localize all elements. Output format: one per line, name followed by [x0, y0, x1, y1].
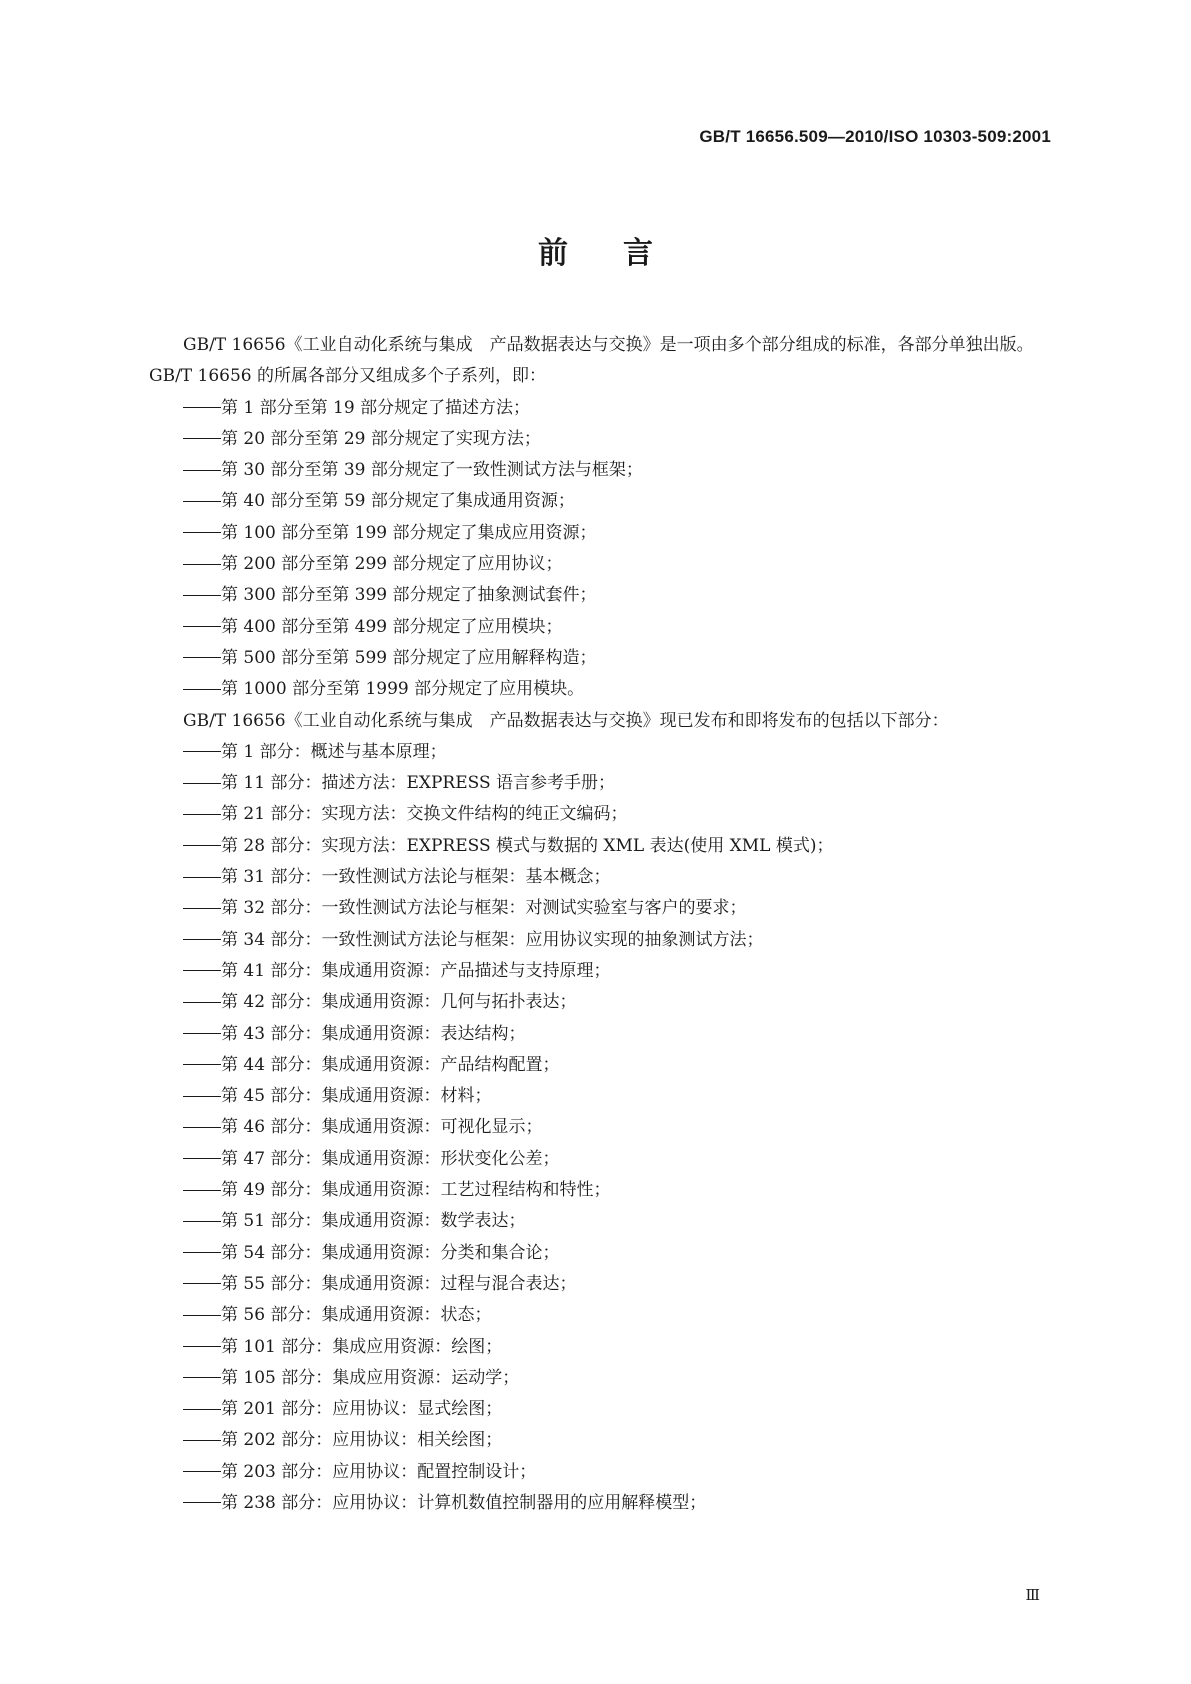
list-item-text: 第 32 部分：一致性测试方法论与框架：对测试实验室与客户的要求；	[221, 898, 747, 919]
list-item-text: 第 43 部分：集成通用资源：表达结构；	[221, 1023, 526, 1044]
list-item-text: 第 55 部分：集成通用资源：过程与混合表达；	[221, 1273, 577, 1294]
list-item-text: 第 49 部分：集成通用资源：工艺过程结构和特性；	[221, 1180, 611, 1201]
list-item	[149, 956, 1069, 987]
list-item-text: 第 54 部分：集成通用资源：分类和集合论；	[221, 1242, 560, 1263]
foreword-body	[149, 330, 1069, 1519]
em-dash-marker	[183, 1440, 221, 1442]
list-item-text: 第 202 部分：应用协议：相关绘图；	[221, 1430, 503, 1451]
list-item-text: 第 201 部分：应用协议：显式绘图；	[221, 1399, 503, 1420]
list-item	[149, 1175, 1069, 1206]
list-item	[149, 1425, 1069, 1456]
em-dash-marker	[183, 1315, 221, 1317]
list-item	[149, 893, 1069, 924]
list-item	[149, 518, 1069, 549]
parts-list	[149, 737, 1069, 1519]
list-item-text: 第 11 部分：描述方法：EXPRESS 语言参考手册；	[221, 773, 615, 794]
list-item-text: 第 41 部分：集成通用资源：产品描述与支持原理；	[221, 960, 611, 981]
list-item-text: 第 46 部分：集成通用资源：可视化显示；	[221, 1117, 543, 1138]
list-item-text: 第 34 部分：一致性测试方法论与框架：应用协议实现的抽象测试方法；	[221, 929, 764, 950]
list-item	[149, 549, 1069, 580]
list-item-text: 第 30 部分至第 39 部分规定了一致性测试方法与框架；	[221, 460, 643, 481]
list-item	[149, 1300, 1069, 1331]
list-item	[149, 393, 1069, 424]
em-dash-marker	[183, 470, 221, 472]
em-dash-marker	[183, 407, 221, 409]
em-dash-marker	[183, 783, 221, 785]
list-item	[149, 1081, 1069, 1112]
list-item-text: 第 500 部分至第 599 部分规定了应用解释构造；	[221, 647, 597, 668]
list-item	[149, 831, 1069, 862]
parts-intro-paragraph: GB/T 16656《工业自动化系统与集成 产品数据表达与交换》现已发布和即将发布的包括以下部分：	[183, 710, 949, 731]
em-dash-marker	[183, 908, 221, 910]
em-dash-marker	[183, 564, 221, 566]
em-dash-marker	[183, 1346, 221, 1348]
em-dash-marker	[183, 1221, 221, 1223]
list-item	[149, 925, 1069, 956]
series-list	[149, 393, 1069, 706]
em-dash-marker	[183, 1252, 221, 1254]
list-item	[149, 1238, 1069, 1269]
em-dash-marker	[183, 1158, 221, 1160]
list-item	[149, 1332, 1069, 1363]
em-dash-marker	[183, 501, 221, 503]
list-item-text: 第 100 部分至第 199 部分规定了集成应用资源；	[221, 522, 597, 543]
em-dash-marker	[183, 1377, 221, 1379]
list-item-text: 第 21 部分：实现方法：交换文件结构的纯正文编码；	[221, 804, 628, 825]
list-item	[149, 580, 1069, 611]
list-item-text: 第 238 部分：应用协议：计算机数值控制器用的应用解释模型；	[221, 1492, 707, 1513]
intro-paragraph: GB/T 16656《工业自动化系统与集成 产品数据表达与交换》是一项由多个部分组成的标准，各部分单独出版。GB/T 16656 的所属各部分又组成多个子系列，即：	[149, 335, 1034, 387]
list-item-text: 第 203 部分：应用协议：配置控制设计；	[221, 1461, 537, 1482]
list-item-text: 第 400 部分至第 499 部分规定了应用模块；	[221, 616, 563, 637]
list-item	[149, 1019, 1069, 1050]
list-item	[149, 737, 1069, 768]
list-item	[149, 643, 1069, 674]
em-dash-marker	[183, 814, 221, 816]
em-dash-marker	[183, 1190, 221, 1192]
list-item	[149, 612, 1069, 643]
list-item	[149, 1363, 1069, 1394]
list-item	[149, 1394, 1069, 1425]
list-item	[149, 1269, 1069, 1300]
page-number: Ⅲ	[1025, 1588, 1040, 1604]
list-item-text: 第 1 部分：概述与基本原理；	[221, 741, 447, 762]
list-item	[149, 674, 1069, 705]
em-dash-marker	[183, 657, 221, 659]
page-title: 前言	[538, 236, 708, 271]
list-item-text: 第 300 部分至第 399 部分规定了抽象测试套件；	[221, 585, 597, 606]
list-item-text: 第 42 部分：集成通用资源：几何与拓扑表达；	[221, 992, 577, 1013]
list-item	[149, 424, 1069, 455]
em-dash-marker	[183, 689, 221, 691]
list-item-text: 第 20 部分至第 29 部分规定了实现方法；	[221, 428, 541, 449]
em-dash-marker	[183, 626, 221, 628]
em-dash-marker	[183, 1471, 221, 1473]
list-item-text: 第 40 部分至第 59 部分规定了集成通用资源；	[221, 491, 575, 512]
em-dash-marker	[183, 1096, 221, 1098]
list-item	[149, 799, 1069, 830]
list-item-text: 第 1000 部分至第 1999 部分规定了应用模块。	[221, 679, 585, 700]
list-item	[149, 1144, 1069, 1175]
em-dash-marker	[183, 970, 221, 972]
list-item	[149, 987, 1069, 1018]
list-item	[149, 455, 1069, 486]
list-item	[149, 1112, 1069, 1143]
em-dash-marker	[183, 532, 221, 534]
document-header-standard-number: GB/T 16656.509—2010/ISO 10303-509:2001	[699, 127, 1051, 146]
list-item	[149, 486, 1069, 517]
em-dash-marker	[183, 845, 221, 847]
em-dash-marker	[183, 1127, 221, 1129]
em-dash-marker	[183, 1409, 221, 1411]
em-dash-marker	[183, 1064, 221, 1066]
list-item-text: 第 28 部分：实现方法：EXPRESS 模式与数据的 XML 表达(使用 XML 模式)；	[221, 835, 834, 856]
list-item	[149, 1488, 1069, 1519]
em-dash-marker	[183, 877, 221, 879]
list-item-text: 第 56 部分：集成通用资源：状态；	[221, 1305, 492, 1326]
list-item-text: 第 45 部分：集成通用资源：材料；	[221, 1086, 492, 1107]
list-item	[149, 862, 1069, 893]
em-dash-marker	[183, 751, 221, 753]
list-item	[149, 768, 1069, 799]
list-item-text: 第 105 部分：集成应用资源：运动学；	[221, 1367, 520, 1388]
list-item-text: 第 1 部分至第 19 部分规定了描述方法；	[221, 397, 531, 418]
list-item	[149, 1206, 1069, 1237]
list-item-text: 第 200 部分至第 299 部分规定了应用协议；	[221, 554, 563, 575]
em-dash-marker	[183, 1502, 221, 1504]
em-dash-marker	[183, 1002, 221, 1004]
list-item	[149, 1457, 1069, 1488]
list-item-text: 第 47 部分：集成通用资源：形状变化公差；	[221, 1148, 560, 1169]
em-dash-marker	[183, 1283, 221, 1285]
list-item-text: 第 101 部分：集成应用资源：绘图；	[221, 1336, 503, 1357]
list-item-text: 第 31 部分：一致性测试方法论与框架：基本概念；	[221, 867, 611, 888]
em-dash-marker	[183, 939, 221, 941]
em-dash-marker	[183, 1033, 221, 1035]
em-dash-marker	[183, 438, 221, 440]
list-item-text: 第 44 部分：集成通用资源：产品结构配置；	[221, 1054, 560, 1075]
list-item	[149, 1050, 1069, 1081]
list-item-text: 第 51 部分：集成通用资源：数学表达；	[221, 1211, 526, 1232]
em-dash-marker	[183, 595, 221, 597]
